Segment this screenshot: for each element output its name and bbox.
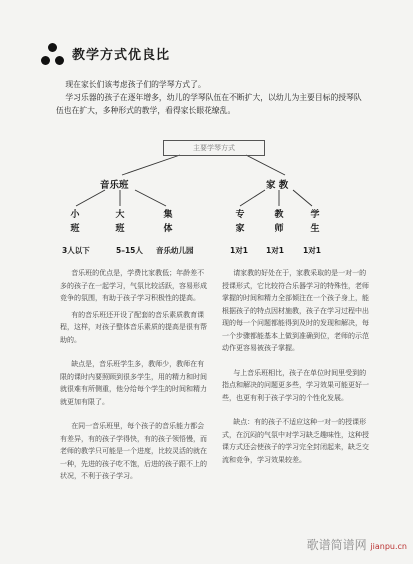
paragraph: 与上音乐班相比，孩子在单位时间里受到的指点和解决的问题更多些，学习效果可能更好一些，也更有利于孩子学习的个性化发展。 <box>222 368 369 402</box>
right-column <box>222 267 372 470</box>
leaf-student: 学 生 <box>310 210 320 234</box>
leaf-teacher: 教 师 <box>274 210 284 234</box>
branch-home-tutor: 家 教 <box>266 180 289 191</box>
caption: 1对1 <box>266 246 284 255</box>
left-column <box>60 267 210 487</box>
caption: 1对1 <box>303 246 321 255</box>
caption: 音乐幼儿园 <box>156 246 194 255</box>
watermark <box>307 536 407 553</box>
section-title: 教学方式优良比 <box>72 48 171 63</box>
paragraph: 音乐班的优点是，学费比家教低；年龄差不多的孩子在一起学习，气氛比较活跃，容易形成竞争的氛围，有助于孩子学习积极性的提高。 <box>60 269 207 302</box>
paragraph: 请家教的好处在于，家教采取的是一对一的授课形式，它比较符合乐器学习的特殊性，老师掌握的时间和精力全部倾注在一个孩子身上，能根据孩子的特点因材施教，孩子在学习过程中出现的每一个问题都能得到及时的发现和解决，每一个步骤都能基本上做到准确到位，老师的示范动作更容易被孩子掌握。 <box>222 269 369 352</box>
watermark-text: 歌谱简谱网 <box>306 538 367 552</box>
intro-paragraph: 现在家长们该考虑孩子们的学琴方式了。 <box>65 80 206 89</box>
leaf-expert: 专 家 <box>235 210 245 234</box>
leaf-collective: 集 体 <box>163 210 173 234</box>
paragraph: 缺点：有的孩子不适应这种一对一的授课形式，在沉闷的气氛中对学习缺乏趣味性，这种授课方式还会使孩子的学习完全封闭起来，缺乏交流和竞争，学习效果较差。 <box>222 418 369 464</box>
paragraph: 在同一音乐班里，每个孩子的音乐能力都会有差异，有的孩子学得快，有的孩子领悟慢，而老师的教学只可能是一个进度，比较灵活的就在一种，先进的孩子吃不饱，后进的孩子跟不上的状况，不利于孩子学习。 <box>60 422 207 480</box>
caption: 3人以下 <box>62 246 90 255</box>
branch-music-class: 音乐班 <box>100 180 129 191</box>
watermark-url: jianpu.cn <box>370 542 407 551</box>
intro-paragraph: 学习乐器的孩子在逐年增多，幼儿的学琴队伍在不断扩大，以幼儿为主要目标的授琴队伍也在扩大，多种形式的教学，看得家长眼花缭乱。 <box>56 93 362 115</box>
caption: 1对1 <box>230 246 248 255</box>
tree-root-box: 主要学琴方式 <box>163 140 265 156</box>
paragraph: 有的音乐班还开设了配套的音乐素质教育课程，这样，对孩子整体音乐素质的提高是很有帮助的。 <box>60 310 207 344</box>
paragraph: 缺点是，音乐班学生多，教师少，教师在有限的课时内要照顾到很多学生，用的精力和时间就很难有所侧重，他分给每个学生的时间和精力就更加有限了。 <box>60 360 207 406</box>
leaf-large-class: 大 班 <box>115 210 125 234</box>
caption: 5–15人 <box>116 246 143 255</box>
leaf-small-class: 小 班 <box>70 210 80 234</box>
